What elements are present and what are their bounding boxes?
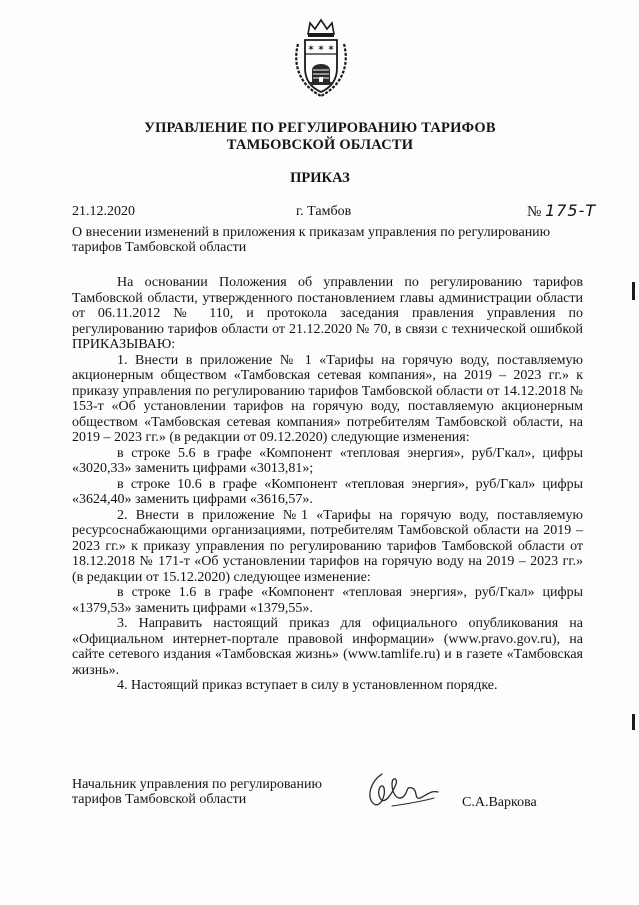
body-paragraph-item-1-change-a: в строке 5.6 в графе «Компонент «тепловая энергия», руб/Гкал», цифры «3020,33» заменить цифрами «3013,81»;: [72, 445, 583, 476]
handwritten-signature-icon: [362, 768, 442, 812]
body-paragraph-item-3: 3. Направить настоящий приказ для официального опубликования на «Официальном интернет-портале правовой информации» (www.pravo.gov.ru), на сайте сетевого издания «Тамбовская жизнь» (www.tamlife.ru) и в газете «Тамбовская жизнь».: [72, 616, 583, 678]
body-paragraph-item-1-change-b: в строке 10.6 в графе «Компонент «тепловая энергия», руб/Гкал» цифры «3624,40» заменить цифрами «3616,57».: [72, 476, 583, 507]
scan-edge-mark: [632, 282, 635, 300]
signatory-name: С.А.Варкова: [462, 795, 537, 810]
svg-text:✶: ✶: [317, 43, 325, 53]
body-paragraph-item-2-change: в строке 1.6 в графе «Компонент «тепловая энергия», руб/Гкал» цифры «1379,53» заменить цифрами «1379,55».: [72, 585, 583, 616]
document-subject: О внесении изменений в приложения к приказам управления по регулированию тарифов Тамбовской области: [72, 225, 551, 255]
organization-title-line-1: УПРАВЛЕНИЕ ПО РЕГУЛИРОВАНИЮ ТАРИФОВ: [144, 120, 496, 136]
tambov-coat-of-arms-icon: [290, 18, 352, 100]
document-date: 21.12.2020: [72, 204, 135, 219]
body-paragraph-item-2: 2. Внести в приложение №1 «Тарифы на горячую воду, поставляемую ресурсоснабжающими организациями, потребителям Тамбовской области на 2019 – 2023 гг.» к приказу управления по регулированию тарифов Тамбовской области от 18.12.2018 № 171-т «Об установлении тарифов на горячую воду на 2019 – 2023 гг.» (в редакции от 15.12.2020) следующее изменение:: [72, 507, 583, 585]
body-paragraph-item-1: 1. Внести в приложение № 1 «Тарифы на горячую воду, поставляемую акционерным обществом «Тамбовская сетевая компания», на 2019 – 2023 гг.» к приказу управления по регулированию тарифов Тамбовской области от 14.12.2018 № 153-т «Об установлении тарифов на горячую воду, поставляемую акционерным обществом «Тамбовская сетевая компания» потребителям Тамбовской области, на 2019 – 2023 гг.» (в редакции от 09.12.2020) следующие изменения:: [72, 352, 583, 445]
document-city: г. Тамбов: [296, 204, 352, 219]
signatory-title-line-2: тарифов Тамбовской области: [72, 792, 247, 807]
signatory-title: [72, 777, 362, 807]
body-paragraph-item-4: 4. Настоящий приказ вступает в силу в установленном порядке.: [117, 678, 498, 693]
signatory-title-line-1: Начальник управления по регулированию: [72, 777, 322, 792]
document-type: ПРИКАЗ: [290, 170, 350, 186]
scan-edge-mark: [632, 714, 635, 730]
document-number-handwritten: 175-Т: [545, 201, 597, 220]
svg-text:✶: ✶: [327, 43, 335, 53]
document-number: [527, 201, 596, 221]
svg-text:✶: ✶: [307, 43, 315, 53]
document-body: [72, 275, 583, 694]
body-paragraph-basis: На основании Положения об управлении по регулированию тарифов Тамбовской области, утвержденного постановлением главы администрации области от 06.11.2012 № 110, и протокола заседания правления управления по регулированию тарифов области от 21.12.2020 № 70, в связи с технической ошибкой ПРИКАЗЫВАЮ:: [72, 275, 583, 352]
organization-title: [60, 120, 580, 154]
document-number-prefix: №: [527, 204, 542, 220]
organization-title-line-2: ТАМБОВСКОЙ ОБЛАСТИ: [226, 137, 414, 153]
